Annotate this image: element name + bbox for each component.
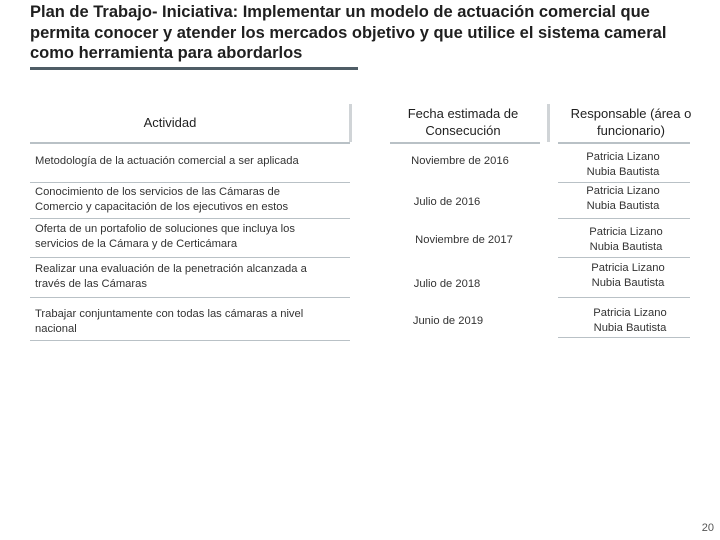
table-row-2-fecha: Julio de 2016 [413,196,481,208]
table-row-5-fecha: Junio de 2019 [412,315,484,327]
table-row-5-actividad: Trabajar conjuntamente con todas las cámaras a nivel nacional [35,308,304,335]
row-separator [390,142,540,144]
table-row-3-fecha: Noviembre de 2017 [415,234,513,246]
row-separator [30,340,350,341]
row-separator [558,297,690,298]
header-responsable: Responsable (área o funcionario) [570,106,692,138]
header-fecha: Fecha estimada de Consecución [407,106,519,138]
table-row-4-actividad: Realizar una evaluación de la penetración alcanzada a través de las Cámaras [35,263,307,290]
slide-title: Plan de Trabajo- Iniciativa: Implementar un modelo de actuación comercial que permita conocer y atender los mercados objetivo y que utilice el sistema cameral como herramienta para abordarlos [30,3,667,62]
header-actividad: Actividad [143,115,197,130]
row-separator [558,257,690,258]
row-separator [558,182,690,183]
title-underline [30,67,358,70]
table-row-4-fecha: Julio de 2018 [413,278,481,290]
column-separator [547,104,550,142]
row-separator [558,337,690,338]
table-row-1-actividad: Metodología de la actuación comercial a ser aplicada [35,155,299,167]
row-separator [30,142,350,144]
column-separator [349,104,352,142]
row-separator [558,142,690,144]
row-separator [30,218,350,219]
row-separator [30,182,350,183]
row-separator [558,218,690,219]
row-separator [30,257,350,258]
table-row-2-actividad: Conocimiento de los servicios de las Cámaras de Comercio y capacitación de los ejecutivos en estos [35,186,289,213]
table-row-5-responsable: Patricia Lizano Nubia Bautista [593,307,667,334]
table-row-1-fecha: Noviembre de 2016 [411,155,509,167]
table-row-4-responsable: Patricia Lizano Nubia Bautista [591,262,665,289]
table-row-3-responsable: Patricia Lizano Nubia Bautista [589,226,663,253]
table-row-3-actividad: Oferta de un portafolio de soluciones que incluya los servicios de la Cámara y de Certicámara [35,223,295,250]
row-separator [30,297,350,298]
table-row-1-responsable: Patricia Lizano Nubia Bautista [586,151,660,178]
page-number: 20 [701,522,714,534]
table-row-2-responsable: Patricia Lizano Nubia Bautista [586,185,660,212]
